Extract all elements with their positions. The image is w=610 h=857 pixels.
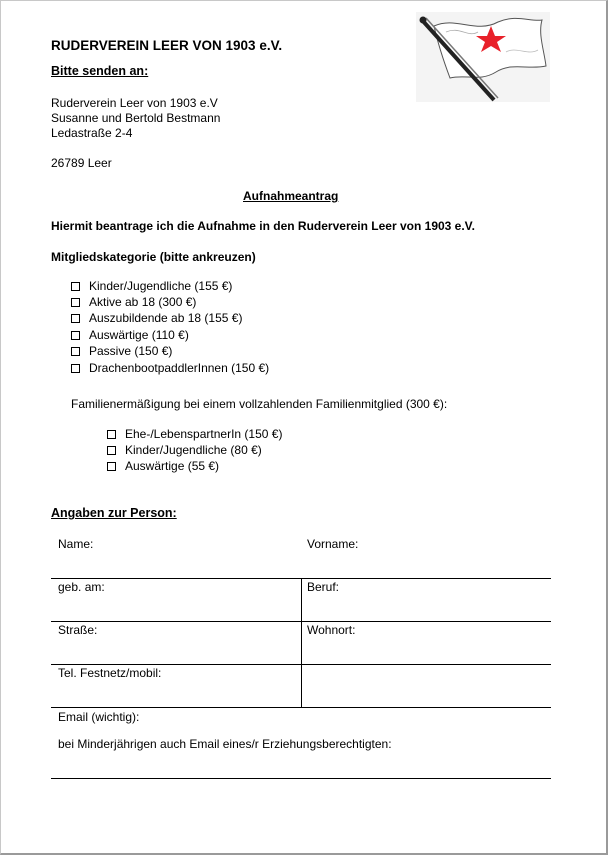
phone-field[interactable]: Tel. Festnetz/mobil:: [58, 666, 162, 680]
intro-text: Hiermit beantrage ich die Aufnahme in den Ruderverein Leer von 1903 e.V.: [51, 219, 475, 233]
address-line1: Ruderverein Leer von 1903 e.V: [51, 96, 218, 110]
name-field[interactable]: Name:: [58, 537, 94, 551]
family-option[interactable]: Kinder/Jugendliche (80 €): [107, 443, 262, 457]
checkbox-icon[interactable]: [71, 314, 80, 323]
field-line: [51, 778, 551, 779]
category-option[interactable]: DrachenbootpaddlerInnen (150 €): [71, 361, 269, 375]
category-option[interactable]: Auswärtige (110 €): [71, 328, 189, 342]
checkbox-icon[interactable]: [71, 364, 80, 373]
send-to-label: Bitte senden an:: [51, 64, 149, 78]
category-option[interactable]: Aktive ab 18 (300 €): [71, 295, 196, 309]
address-line2: Susanne und Bertold Bestmann: [51, 111, 221, 125]
field-line: [51, 707, 551, 708]
category-option[interactable]: Auszubildende ab 18 (155 €): [71, 311, 242, 325]
category-label: Mitgliedskategorie (bitte ankreuzen): [51, 250, 256, 264]
family-discount-label: Familienermäßigung bei einem vollzahlenden Familienmitglied (300 €):: [71, 397, 448, 411]
checkbox-icon[interactable]: [71, 331, 80, 340]
guardian-email-field[interactable]: bei Minderjährigen auch Email eines/r Erziehungsberechtigten:: [58, 737, 392, 751]
checkbox-icon[interactable]: [71, 298, 80, 307]
checkbox-icon[interactable]: [107, 430, 116, 439]
profession-field[interactable]: Beruf:: [307, 580, 340, 594]
checkbox-icon[interactable]: [71, 347, 80, 356]
family-option[interactable]: Auswärtige (55 €): [107, 459, 219, 473]
person-section-label: Angaben zur Person:: [51, 506, 177, 520]
street-field[interactable]: Straße:: [58, 623, 98, 637]
family-option[interactable]: Ehe-/LebenspartnerIn (150 €): [107, 427, 282, 441]
category-option[interactable]: Passive (150 €): [71, 344, 172, 358]
checkbox-icon[interactable]: [71, 282, 80, 291]
checkbox-icon[interactable]: [107, 462, 116, 471]
residence-field[interactable]: Wohnort:: [307, 623, 356, 637]
column-divider: [301, 578, 302, 707]
form-heading: Aufnahmeantrag: [243, 189, 339, 203]
club-title: RUDERVEREIN LEER VON 1903 e.V.: [51, 38, 283, 53]
club-flag-logo: [416, 12, 550, 102]
category-option[interactable]: Kinder/Jugendliche (155 €): [71, 279, 232, 293]
address-line3: Ledastraße 2-4: [51, 126, 133, 140]
address-city: 26789 Leer: [51, 156, 112, 170]
email-field[interactable]: Email (wichtig):: [58, 710, 140, 724]
checkbox-icon[interactable]: [107, 446, 116, 455]
vorname-field[interactable]: Vorname:: [307, 537, 359, 551]
birthdate-field[interactable]: geb. am:: [58, 580, 105, 594]
